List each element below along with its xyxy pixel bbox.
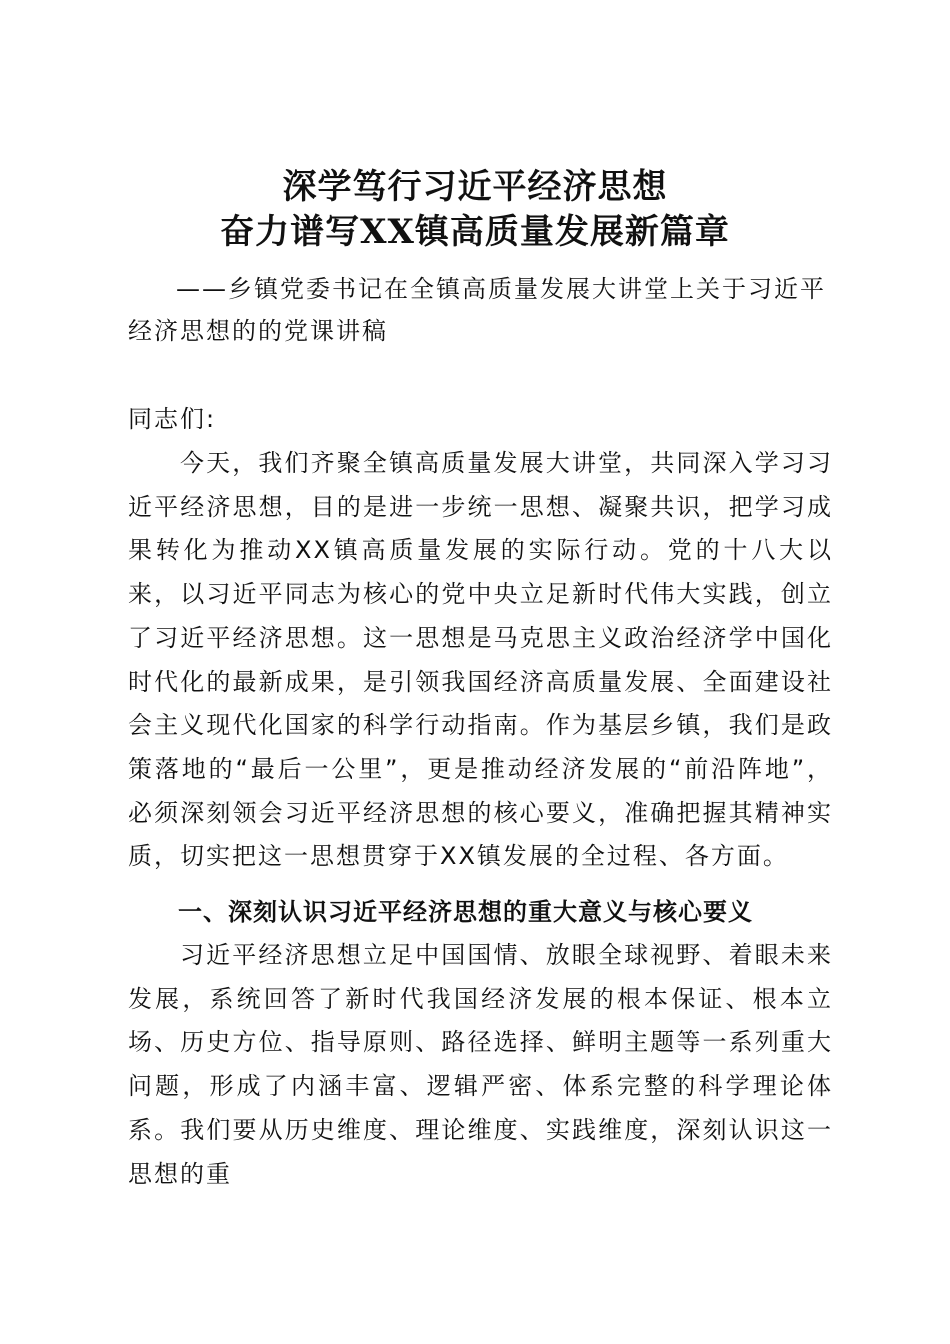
section-heading-1: 一、深刻认识习近平经济思想的重大意义与核心要义	[178, 898, 753, 926]
document-subtitle: ——乡镇党委书记在全镇高质量发展大讲堂上关于习近平经济思想的的党课讲稿	[128, 275, 826, 345]
body-paragraph-2: 习近平经济思想立足中国国情、放眼全球视野、着眼未来发展，系统回答了新时代我国经济发展的根本保证、根本立场、历史方位、指导原则、路径选择、鲜明主题等一系列重大问题，形成了内涵丰富、逻辑严密、体系完整的科学理论体系。我们要从历史维度、理论维度、实践维度，深刻认识这一思想的重	[128, 941, 833, 1188]
salutation: 同志们:	[128, 405, 217, 433]
body-paragraph-1: 今天，我们齐聚全镇高质量发展大讲堂，共同深入学习习近平经济思想，目的是进一步统一思想、凝聚共识，把学习成果转化为推动XX镇高质量发展的实际行动。党的十八大以来，以习近平同志为核心的党中央立足新时代伟大实践，创立了习近平经济思想。这一思想是马克思主义政治经济学中国化时代化的最新成果，是引领我国经济高质量发展、全面建设社会主义现代化国家的科学行动指南。作为基层乡镇，我们是政策落地的“最后一公里”，更是推动经济发展的“前沿阵地”，必须深刻领会习近平经济思想的核心要义，准确把握其精神实质，切实把这一思想贯穿于XX镇发展的全过程、各方面。	[128, 449, 833, 871]
document-title-line-2: 奋力谱写XX镇高质量发展新篇章	[220, 212, 730, 252]
document-title-line-1: 深学笃行习近平经济思想	[282, 167, 668, 207]
